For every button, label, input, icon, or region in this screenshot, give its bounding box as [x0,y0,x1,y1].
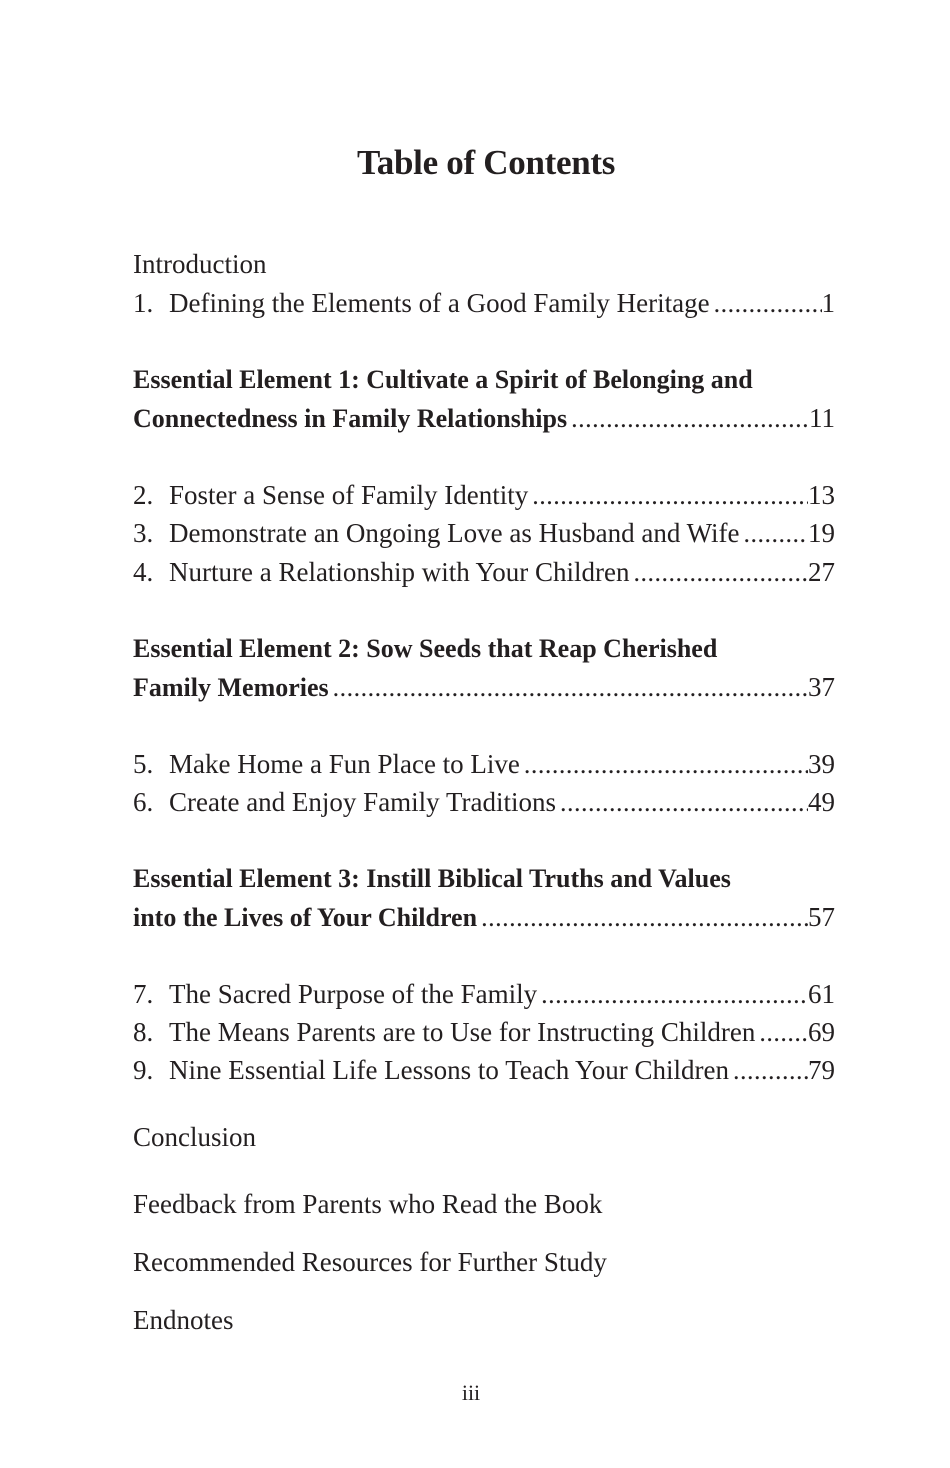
dot-leader [520,746,808,783]
page-ref: 13 [808,480,835,510]
toc-entry-introduction: Introduction [133,249,267,279]
dot-leader [556,784,808,821]
chapter-number: 8. [133,1017,154,1047]
toc-entry-chapter-4 [133,553,835,591]
page-title: Table of Contents [356,143,616,182]
chapter-number: 6. [133,787,154,817]
dot-leader [729,1052,808,1089]
page-ref: 61 [808,979,835,1009]
chapter-number: 7. [133,979,154,1009]
chapter-title: Nurture a Relationship with Your Children [169,557,630,587]
page-ref: 1 [821,288,835,318]
dot-leader [537,976,808,1013]
dot-leader [477,899,808,936]
toc-entry-chapter-7 [133,975,835,1013]
toc-section-essential-element-3-line1: Essential Element 3: Instill Biblical Truths and Values [133,864,731,893]
toc-entry-chapter-6 [133,783,835,821]
toc-entry-endnotes: Endnotes [133,1305,234,1335]
toc-entry-chapter-9 [133,1051,835,1089]
toc-entry-chapter-8 [133,1013,835,1051]
chapter-title: Create and Enjoy Family Traditions [169,787,556,817]
section-title: Connectedness in Family Relationships [133,404,568,433]
toc-entry-chapter-1 [133,284,835,322]
chapter-number: 9. [133,1055,154,1085]
page-ref: 49 [808,787,835,817]
page-ref: 27 [808,557,835,587]
page-ref: 39 [808,749,835,779]
dot-leader [329,669,808,706]
dot-leader [710,285,822,322]
toc-section-essential-element-3-line2 [133,898,835,936]
chapter-title: The Means Parents are to Use for Instructing Children [169,1017,756,1047]
toc-entry-resources: Recommended Resources for Further Study [133,1247,607,1277]
section-title: Family Memories [133,673,329,702]
toc-section-essential-element-1-line1: Essential Element 1: Cultivate a Spirit of Belonging and [133,365,753,394]
page-number: iii [461,1380,481,1405]
chapter-title: Defining the Elements of a Good Family Heritage [169,288,710,318]
toc-section-essential-element-1-line2 [133,399,835,437]
dot-leader [567,400,809,437]
chapter-number: 2. [133,480,154,510]
page-ref: 37 [808,672,835,702]
chapter-number: 1. [133,288,154,318]
toc-section-essential-element-2-line1: Essential Element 2: Sow Seeds that Reap Cherished [133,634,718,663]
section-title: into the Lives of Your Children [133,903,478,932]
page-ref: 57 [808,902,835,932]
toc-entry-feedback: Feedback from Parents who Read the Book [133,1189,603,1219]
dot-leader [629,554,808,591]
page-ref: 19 [808,518,835,548]
chapter-title: Nine Essential Life Lessons to Teach Your Children [169,1055,730,1085]
chapter-title: The Sacred Purpose of the Family [169,979,538,1009]
chapter-title: Make Home a Fun Place to Live [169,749,520,779]
page-ref: 79 [808,1055,835,1085]
page-ref: 11 [809,403,835,433]
toc-entry-chapter-2 [133,476,835,514]
dot-leader [740,515,808,552]
chapter-number: 5. [133,749,154,779]
chapter-title: Demonstrate an Ongoing Love as Husband and Wife [169,518,740,548]
toc-entry-conclusion: Conclusion [133,1122,257,1152]
toc-entry-chapter-5 [133,745,835,783]
chapter-title: Foster a Sense of Family Identity [169,480,529,510]
dot-leader [755,1014,808,1051]
toc-entry-chapter-3 [133,514,835,552]
dot-leader [528,477,808,514]
chapter-number: 3. [133,518,154,548]
toc-section-essential-element-2-line2 [133,668,835,706]
chapter-number: 4. [133,557,154,587]
page-ref: 69 [808,1017,835,1047]
